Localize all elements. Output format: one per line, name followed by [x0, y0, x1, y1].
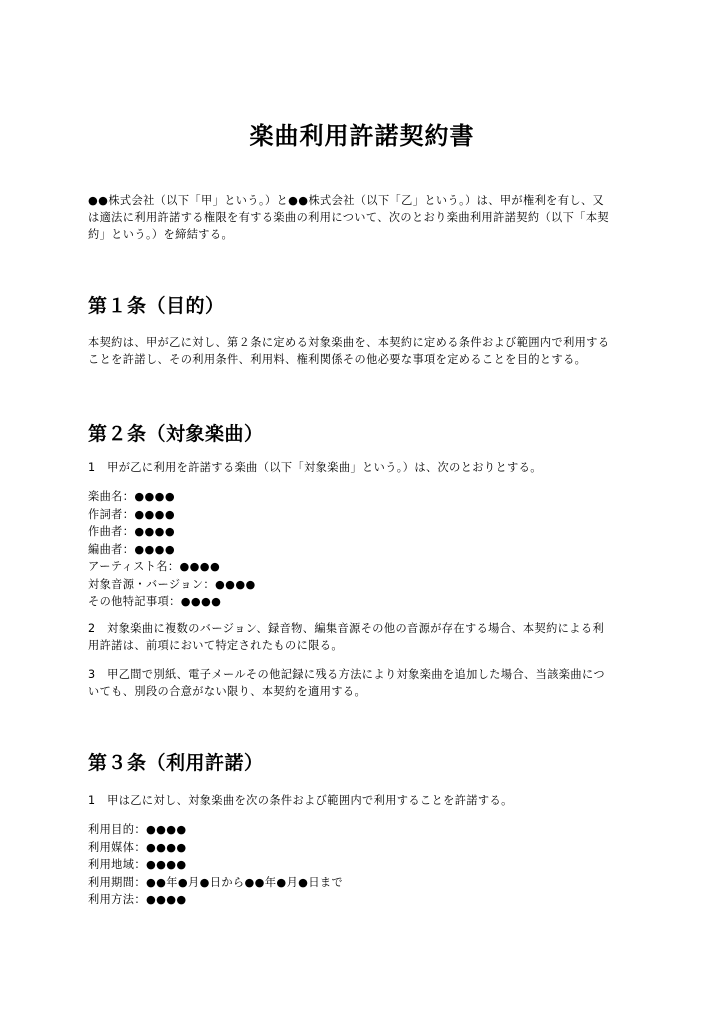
- list-item: 利用地域：●●●●: [88, 858, 187, 871]
- list-item: 利用方法：●●●●: [88, 893, 187, 906]
- usage-conditions-list: [88, 821, 636, 909]
- article-1-body: 本契約は、甲が乙に対し、第２条に定める対象楽曲を、本契約に定める条件および範囲内で利用する ことを許諾し、その利用条件、利用料、権利関係その他必要な事項を定めることを目的とする。: [88, 336, 610, 366]
- article-2-heading: 第２条（対象楽曲）: [88, 423, 264, 445]
- list-item: 利用目的：●●●●: [88, 823, 187, 836]
- list-item: 作曲者：●●●●: [88, 525, 175, 538]
- list-item: 楽曲名：●●●●: [88, 490, 175, 503]
- article-3-heading: 第３条（利用許諾）: [88, 752, 264, 774]
- article-2-clause-1: 1 甲が乙に利用を許諾する楽曲（以下「対象楽曲」という。）は、次のとおりとする。: [88, 461, 542, 474]
- list-item: その他特記事項：●●●●: [88, 595, 222, 608]
- target-music-list: [88, 488, 636, 611]
- article-3-clause-1: 1 甲は乙に対し、対象楽曲を次の条件および範囲内で利用することを許諾する。: [88, 794, 513, 807]
- preamble-paragraph: ●●株式会社（以下「甲」という。）と●●株式会社（以下「乙」という。）は、甲が権利を有し、又 は適法に利用許諾する権限を有する楽曲の利用について、次のとおり楽曲利用許諾契約（以下「本契 約」という。）を締結する。: [88, 194, 609, 241]
- list-item: 作詞者：●●●●: [88, 507, 175, 521]
- article-1-heading: 第１条（目的）: [88, 295, 225, 317]
- list-item: 利用媒体：●●●●: [88, 840, 187, 854]
- list-item: 対象音源・バージョン：●●●●: [88, 577, 256, 591]
- list-item: 編曲者：●●●●: [88, 542, 175, 556]
- article-2-clause-2: 2 対象楽曲に複数のバージョン、録音物、編集音源その他の音源が存在する場合、本契約による利 用許諾は、前項において特定されたものに限る。: [88, 622, 605, 652]
- article-2-clause-3: 3 甲乙間で別紙、電子メールその他記録に残る方法により対象楽曲を追加した場合、当該楽曲につ いても、別段の合意がない限り、本契約を適用する。: [88, 668, 605, 698]
- document-title: 楽曲利用許諾契約書: [249, 122, 475, 150]
- list-item: 利用期間：●●年●月●日から●●年●月●日まで: [88, 875, 344, 889]
- list-item: アーティスト名：●●●●: [88, 560, 221, 573]
